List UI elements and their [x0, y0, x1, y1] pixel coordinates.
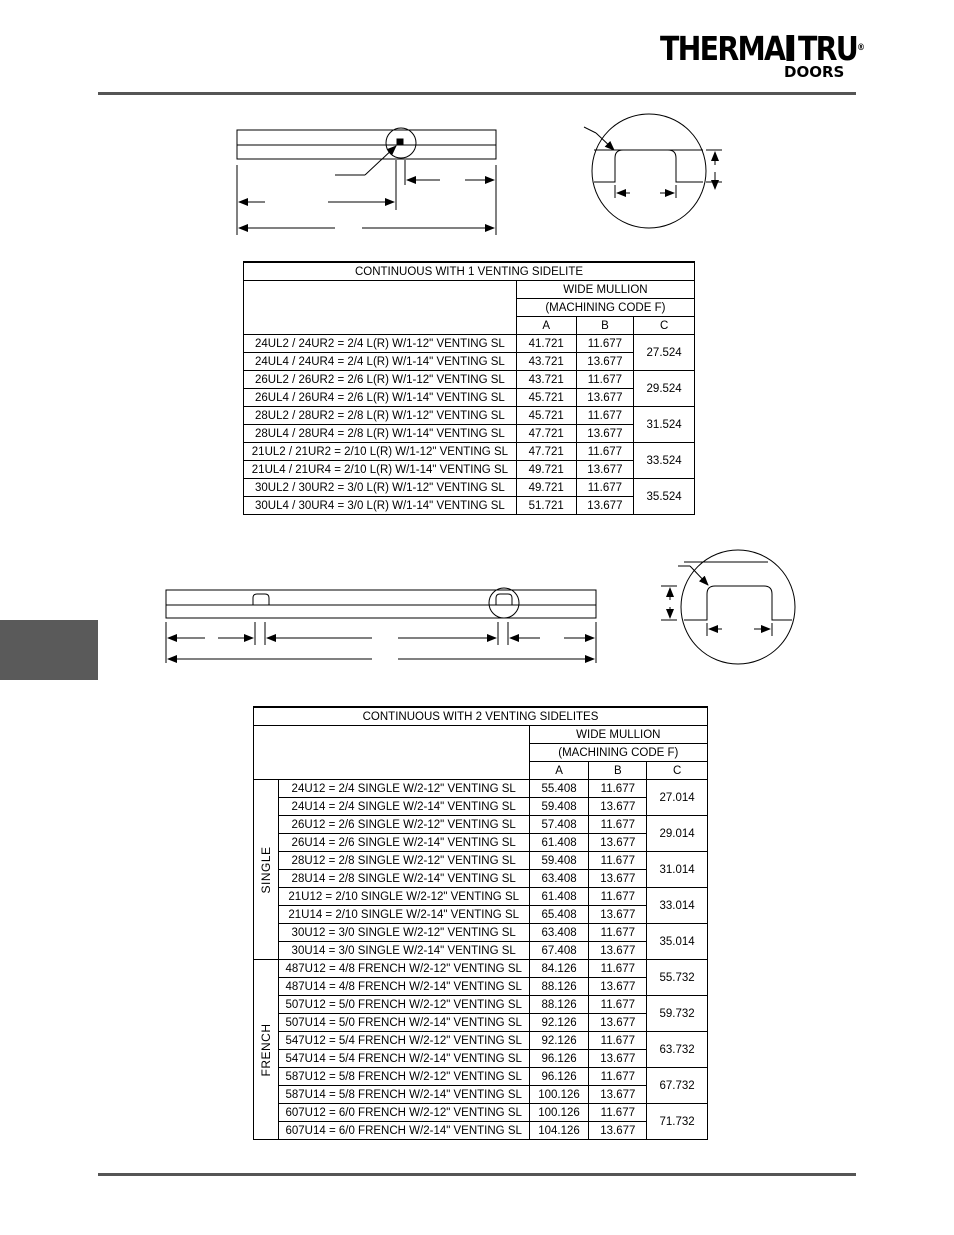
table-1-code: (MACHINING CODE F) — [516, 299, 694, 317]
value-b: 13.677 — [576, 353, 634, 371]
value-b: 11.677 — [589, 924, 647, 942]
value-a: 92.126 — [529, 1014, 589, 1032]
row-label: 26U14 = 2/6 SINGLE W/2-14" VENTING SL — [278, 834, 529, 852]
table-2-col-b: B — [589, 762, 647, 780]
table-row — [254, 906, 708, 924]
mullion-drawing-1 — [237, 128, 496, 235]
value-a: 96.126 — [529, 1068, 589, 1086]
value-b: 11.677 — [589, 1068, 647, 1086]
table-row — [244, 461, 695, 479]
table-row — [244, 389, 695, 407]
detail-drawing-1 — [584, 114, 722, 228]
value-b: 13.677 — [576, 425, 634, 443]
value-c: 55.732 — [647, 960, 708, 996]
value-a: 51.721 — [516, 497, 576, 515]
table-row — [244, 425, 695, 443]
table-2-code: (MACHINING CODE F) — [529, 744, 707, 762]
row-label: 487U14 = 4/8 FRENCH W/2-14" VENTING SL — [278, 978, 529, 996]
group-label-french-text: FRENCH — [258, 1023, 273, 1076]
value-b: 13.677 — [576, 497, 634, 515]
row-label: 30U14 = 3/0 SINGLE W/2-14" VENTING SL — [278, 942, 529, 960]
table-2-body — [254, 780, 708, 1140]
value-a: 104.126 — [529, 1122, 589, 1140]
value-a: 92.126 — [529, 1032, 589, 1050]
row-label: 24U14 = 2/4 SINGLE W/2-14" VENTING SL — [278, 798, 529, 816]
row-label: 28U14 = 2/8 SINGLE W/2-14" VENTING SL — [278, 870, 529, 888]
value-b: 11.677 — [576, 479, 634, 497]
row-label: 507U12 = 5/0 FRENCH W/2-12" VENTING SL — [278, 996, 529, 1014]
table-row — [254, 924, 708, 942]
row-label: 26UL2 / 26UR2 = 2/6 L(R) W/1-12" VENTING SL — [244, 371, 517, 389]
value-b: 13.677 — [589, 906, 647, 924]
table-1-group: WIDE MULLION — [516, 281, 694, 299]
table-2-group: WIDE MULLION — [529, 726, 707, 744]
value-c: 71.732 — [647, 1104, 708, 1140]
table-row — [254, 1122, 708, 1140]
table-row — [254, 942, 708, 960]
brand-sub: DOORS — [784, 63, 845, 81]
value-b: 11.677 — [589, 1032, 647, 1050]
row-label: 21UL4 / 21UR4 = 2/10 L(R) W/1-14" VENTING SL — [244, 461, 517, 479]
value-c: 29.014 — [647, 816, 708, 852]
value-a: 43.721 — [516, 353, 576, 371]
table-1-blank — [244, 281, 517, 335]
value-c: 35.524 — [634, 479, 695, 515]
row-label: 30UL2 / 30UR2 = 3/0 L(R) W/1-12" VENTING SL — [244, 479, 517, 497]
row-label: 607U14 = 6/0 FRENCH W/2-14" VENTING SL — [278, 1122, 529, 1140]
brand-name-left: THERMA — [660, 29, 785, 68]
value-a: 84.126 — [529, 960, 589, 978]
table-row — [244, 479, 695, 497]
value-b: 13.677 — [576, 461, 634, 479]
row-label: 26U12 = 2/6 SINGLE W/2-12" VENTING SL — [278, 816, 529, 834]
row-label: 24UL4 / 24UR4 = 2/4 L(R) W/1-14" VENTING SL — [244, 353, 517, 371]
spec-table-1 — [243, 261, 695, 515]
table-row — [254, 798, 708, 816]
detail-drawing-2 — [661, 550, 795, 664]
value-a: 100.126 — [529, 1086, 589, 1104]
table-row — [254, 1086, 708, 1104]
value-a: 55.408 — [529, 780, 589, 798]
table-2-blank — [254, 726, 530, 780]
value-a: 45.721 — [516, 407, 576, 425]
value-c: 31.014 — [647, 852, 708, 888]
value-a: 41.721 — [516, 335, 576, 353]
value-b: 11.677 — [589, 1104, 647, 1122]
table-row — [254, 888, 708, 906]
table-2-title: CONTINUOUS WITH 2 VENTING SIDELITES — [254, 707, 708, 726]
table-row — [244, 407, 695, 425]
value-a: 61.408 — [529, 834, 589, 852]
table-2-col-c: C — [647, 762, 708, 780]
table-1-col-c: C — [634, 317, 695, 335]
value-b: 11.677 — [589, 852, 647, 870]
row-label: 587U12 = 5/8 FRENCH W/2-12" VENTING SL — [278, 1068, 529, 1086]
row-label: 547U12 = 5/4 FRENCH W/2-12" VENTING SL — [278, 1032, 529, 1050]
group-label-single — [254, 780, 279, 960]
row-label: 28UL2 / 28UR2 = 2/8 L(R) W/1-12" VENTING SL — [244, 407, 517, 425]
value-a: 63.408 — [529, 870, 589, 888]
table-2-col-a: A — [529, 762, 589, 780]
table-row — [254, 1050, 708, 1068]
value-b: 11.677 — [589, 996, 647, 1014]
table-1-col-b: B — [576, 317, 634, 335]
value-a: 45.721 — [516, 389, 576, 407]
table-row — [254, 1014, 708, 1032]
value-c: 29.524 — [634, 371, 695, 407]
value-c: 67.732 — [647, 1068, 708, 1104]
table-1-title: CONTINUOUS WITH 1 VENTING SIDELITE — [244, 262, 695, 281]
row-label: 507U14 = 5/0 FRENCH W/2-14" VENTING SL — [278, 1014, 529, 1032]
table-row — [254, 1032, 708, 1050]
value-a: 59.408 — [529, 798, 589, 816]
value-b: 13.677 — [589, 978, 647, 996]
value-b: 13.677 — [589, 1014, 647, 1032]
value-a: 67.408 — [529, 942, 589, 960]
value-b: 13.677 — [576, 389, 634, 407]
value-a: 100.126 — [529, 1104, 589, 1122]
row-label: 30U12 = 3/0 SINGLE W/2-12" VENTING SL — [278, 924, 529, 942]
value-b: 11.677 — [576, 371, 634, 389]
value-a: 57.408 — [529, 816, 589, 834]
table-row — [254, 960, 708, 978]
value-c: 33.524 — [634, 443, 695, 479]
value-c: 63.732 — [647, 1032, 708, 1068]
row-label: 607U12 = 6/0 FRENCH W/2-12" VENTING SL — [278, 1104, 529, 1122]
row-label: 24U12 = 2/4 SINGLE W/2-12" VENTING SL — [278, 780, 529, 798]
table-1-col-a: A — [516, 317, 576, 335]
table-row — [254, 852, 708, 870]
value-b: 11.677 — [589, 960, 647, 978]
row-label: 28U12 = 2/8 SINGLE W/2-12" VENTING SL — [278, 852, 529, 870]
group-label-single-text: SINGLE — [258, 845, 273, 894]
value-c: 31.524 — [634, 407, 695, 443]
table-row — [254, 1104, 708, 1122]
row-label: 26UL4 / 26UR4 = 2/6 L(R) W/1-14" VENTING SL — [244, 389, 517, 407]
value-b: 13.677 — [589, 942, 647, 960]
table-1-body — [244, 335, 695, 515]
table-row — [254, 816, 708, 834]
row-label: 28UL4 / 28UR4 = 2/8 L(R) W/1-14" VENTING SL — [244, 425, 517, 443]
table-row — [244, 371, 695, 389]
row-label: 30UL4 / 30UR4 = 3/0 L(R) W/1-14" VENTING SL — [244, 497, 517, 515]
value-b: 13.677 — [589, 1050, 647, 1068]
table-row — [254, 834, 708, 852]
value-b: 13.677 — [589, 834, 647, 852]
value-a: 88.126 — [529, 978, 589, 996]
table-row — [244, 353, 695, 371]
group-label-french — [254, 960, 279, 1140]
value-b: 11.677 — [589, 816, 647, 834]
value-a: 47.721 — [516, 443, 576, 461]
row-label: 547U14 = 5/4 FRENCH W/2-14" VENTING SL — [278, 1050, 529, 1068]
value-b: 13.677 — [589, 1122, 647, 1140]
row-label: 587U14 = 5/8 FRENCH W/2-14" VENTING SL — [278, 1086, 529, 1104]
value-c: 33.014 — [647, 888, 708, 924]
row-label: 487U12 = 4/8 FRENCH W/2-12" VENTING SL — [278, 960, 529, 978]
value-c: 27.524 — [634, 335, 695, 371]
value-b: 13.677 — [589, 870, 647, 888]
row-label: 21U12 = 2/10 SINGLE W/2-12" VENTING SL — [278, 888, 529, 906]
mullion-drawing-2 — [166, 588, 596, 663]
value-b: 11.677 — [576, 407, 634, 425]
value-a: 43.721 — [516, 371, 576, 389]
value-b: 13.677 — [589, 798, 647, 816]
value-a: 47.721 — [516, 425, 576, 443]
row-label: 21U14 = 2/10 SINGLE W/2-14" VENTING SL — [278, 906, 529, 924]
value-b: 11.677 — [589, 888, 647, 906]
table-row — [254, 978, 708, 996]
table-row — [254, 780, 708, 798]
table-row — [244, 497, 695, 515]
value-a: 65.408 — [529, 906, 589, 924]
table-row — [254, 996, 708, 1014]
value-a: 63.408 — [529, 924, 589, 942]
table-row — [244, 443, 695, 461]
table-row — [244, 335, 695, 353]
row-label: 24UL2 / 24UR2 = 2/4 L(R) W/1-12" VENTING SL — [244, 335, 517, 353]
table-row — [254, 1068, 708, 1086]
value-a: 88.126 — [529, 996, 589, 1014]
value-a: 59.408 — [529, 852, 589, 870]
value-b: 11.677 — [576, 443, 634, 461]
value-a: 96.126 — [529, 1050, 589, 1068]
brand-name-right: TRU — [798, 29, 858, 68]
registered-mark: ® — [857, 43, 865, 53]
value-a: 61.408 — [529, 888, 589, 906]
table-row — [254, 870, 708, 888]
value-b: 11.677 — [589, 780, 647, 798]
row-label: 21UL2 / 21UR2 = 2/10 L(R) W/1-12" VENTING SL — [244, 443, 517, 461]
spec-table-2 — [253, 706, 708, 1140]
value-c: 59.732 — [647, 996, 708, 1032]
value-b: 11.677 — [576, 335, 634, 353]
value-a: 49.721 — [516, 479, 576, 497]
value-a: 49.721 — [516, 461, 576, 479]
value-b: 13.677 — [589, 1086, 647, 1104]
value-c: 27.014 — [647, 780, 708, 816]
value-c: 35.014 — [647, 924, 708, 960]
